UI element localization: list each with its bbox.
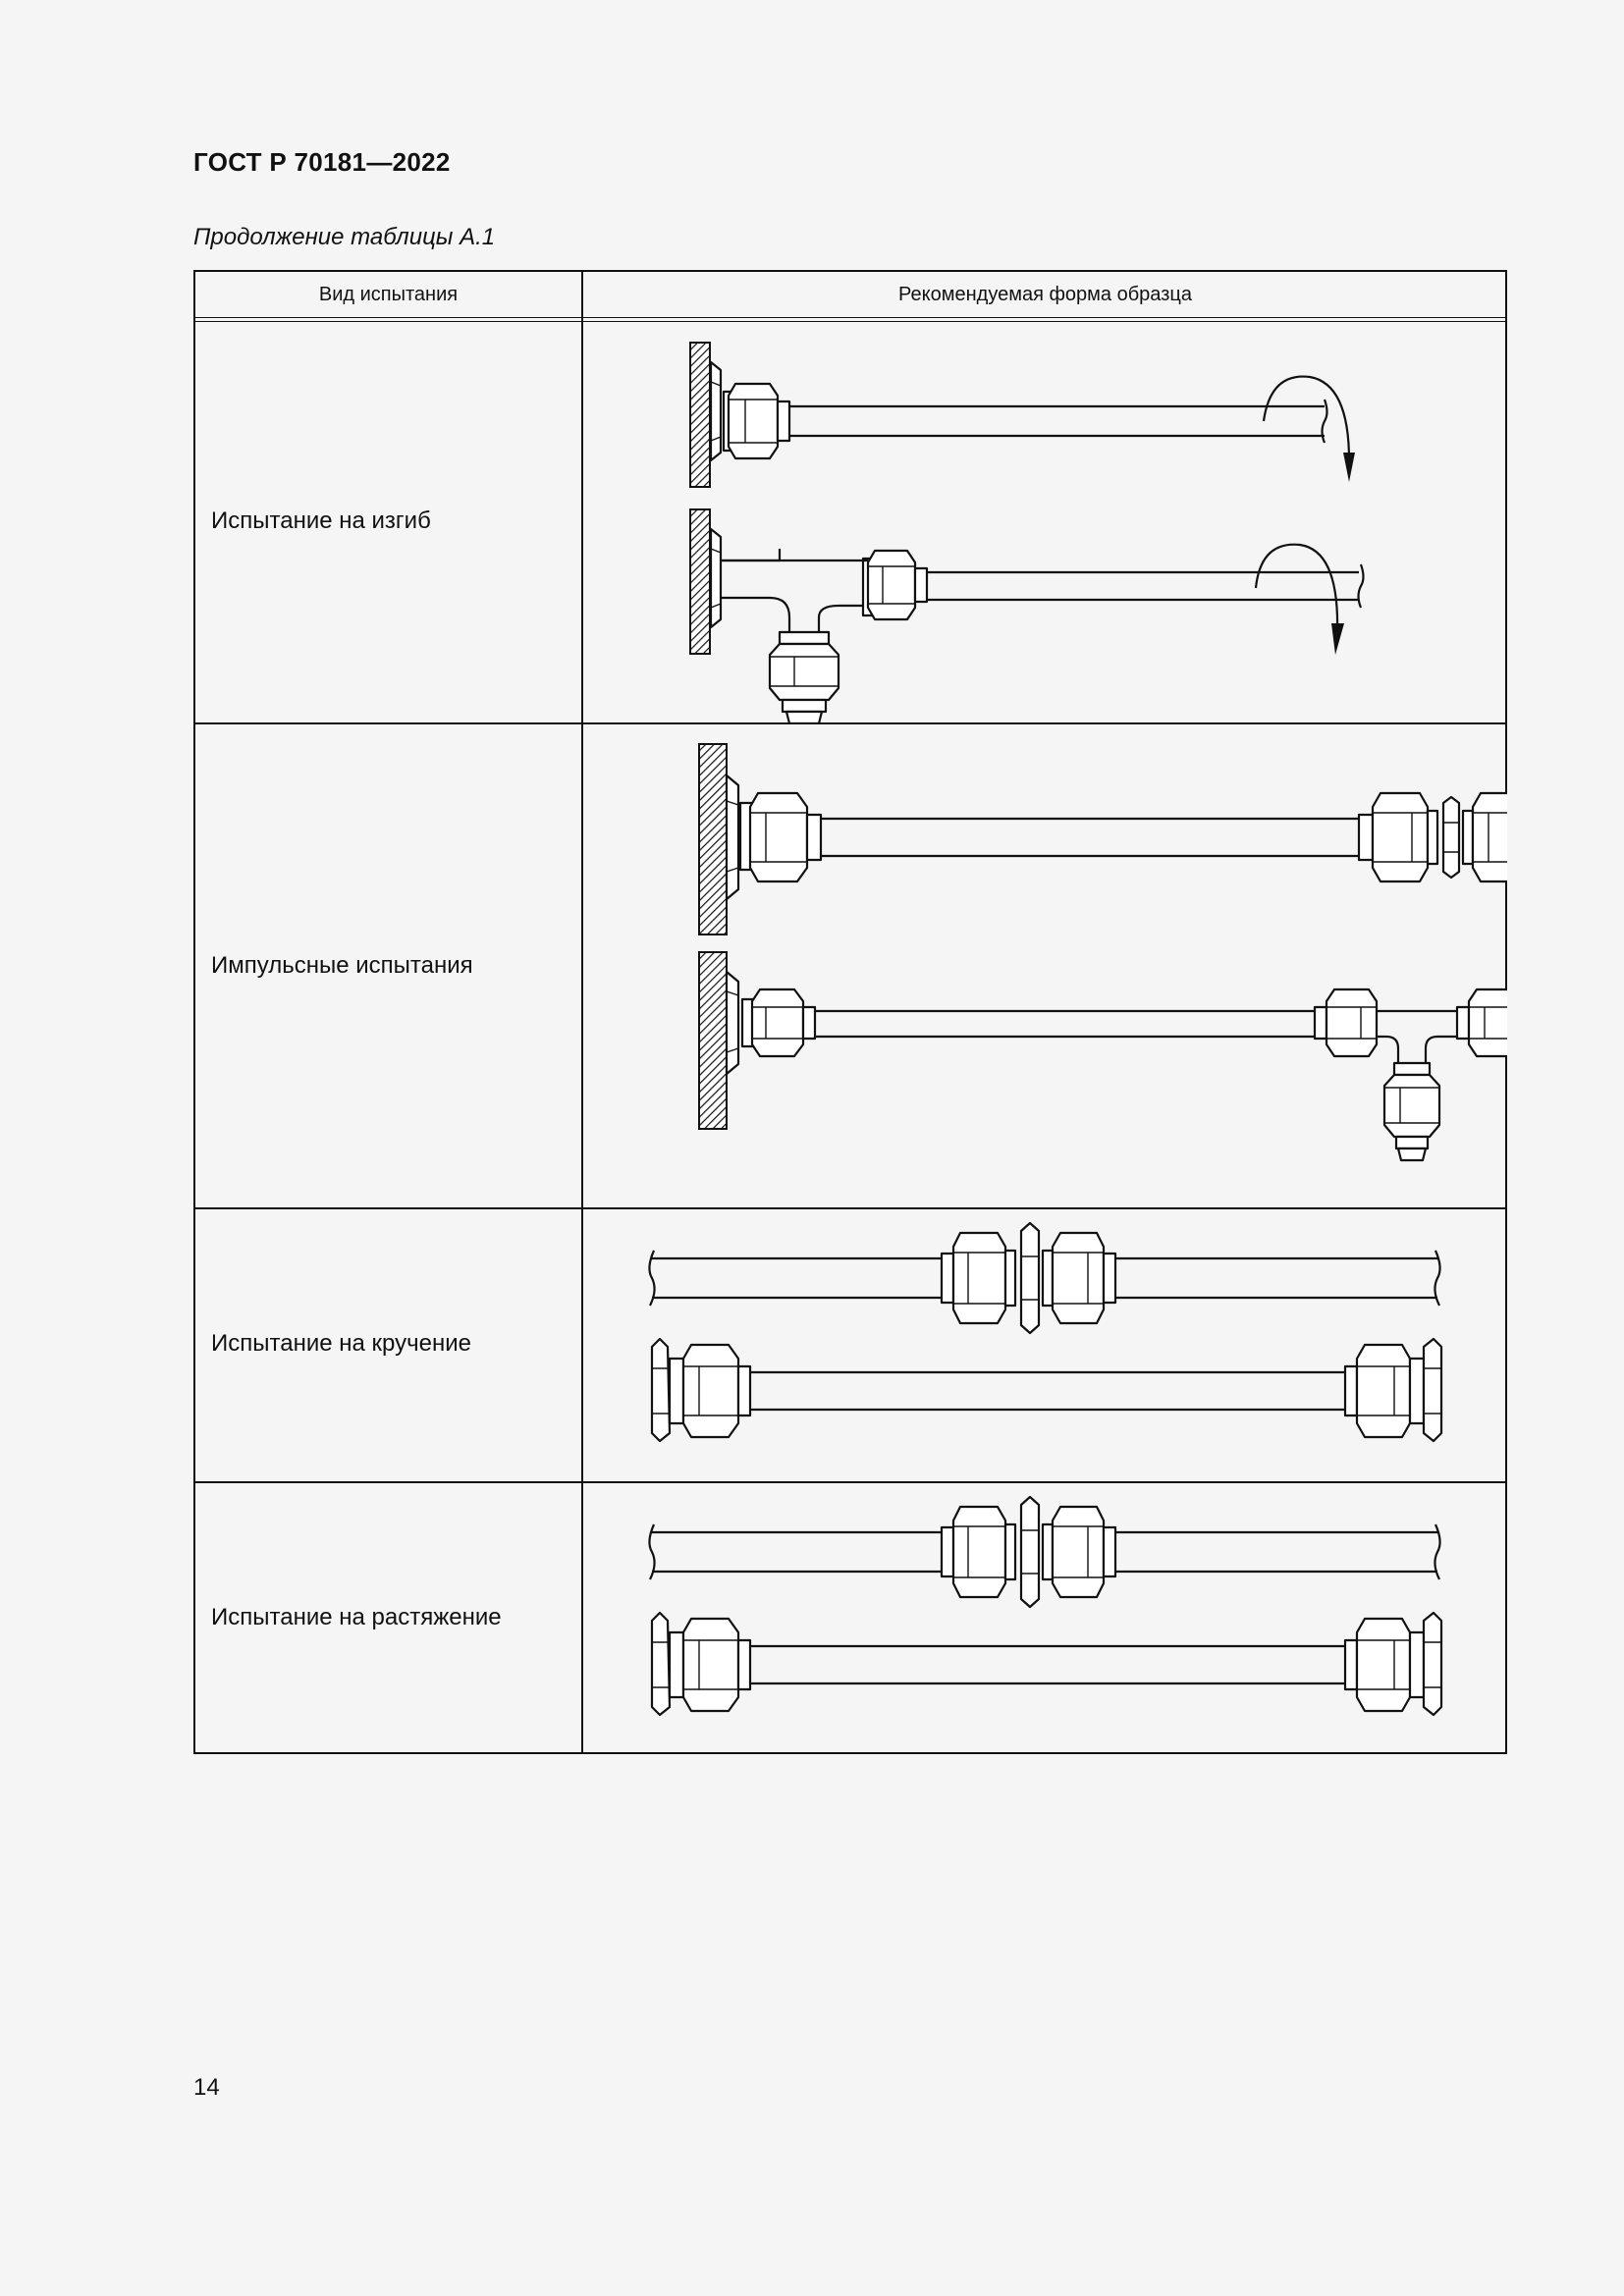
standard-title: ГОСТ Р 70181—2022 (193, 147, 451, 177)
test-specimen-table (193, 270, 1507, 1754)
row-label-bend: Испытание на изгиб (211, 507, 431, 534)
impulse-specimen-drawing (583, 724, 1507, 1207)
column-header-test-type: Вид испытания (318, 284, 459, 305)
bend-specimen-drawing (583, 323, 1507, 722)
tension-specimen-drawing (583, 1483, 1507, 1754)
row-label-torsion: Испытание на кручение (211, 1330, 471, 1357)
header-divider (195, 321, 1505, 322)
row-label-tension: Испытание на растяжение (211, 1604, 502, 1630)
row-label-impulse: Импульсные испытания (211, 952, 473, 979)
column-header-specimen-form: Рекомендуемая форма образца (898, 284, 1192, 305)
table-caption: Продолжение таблицы А.1 (193, 224, 496, 250)
torsion-specimen-drawing (583, 1209, 1507, 1481)
header-divider (195, 317, 1505, 318)
page-number: 14 (193, 2074, 220, 2101)
